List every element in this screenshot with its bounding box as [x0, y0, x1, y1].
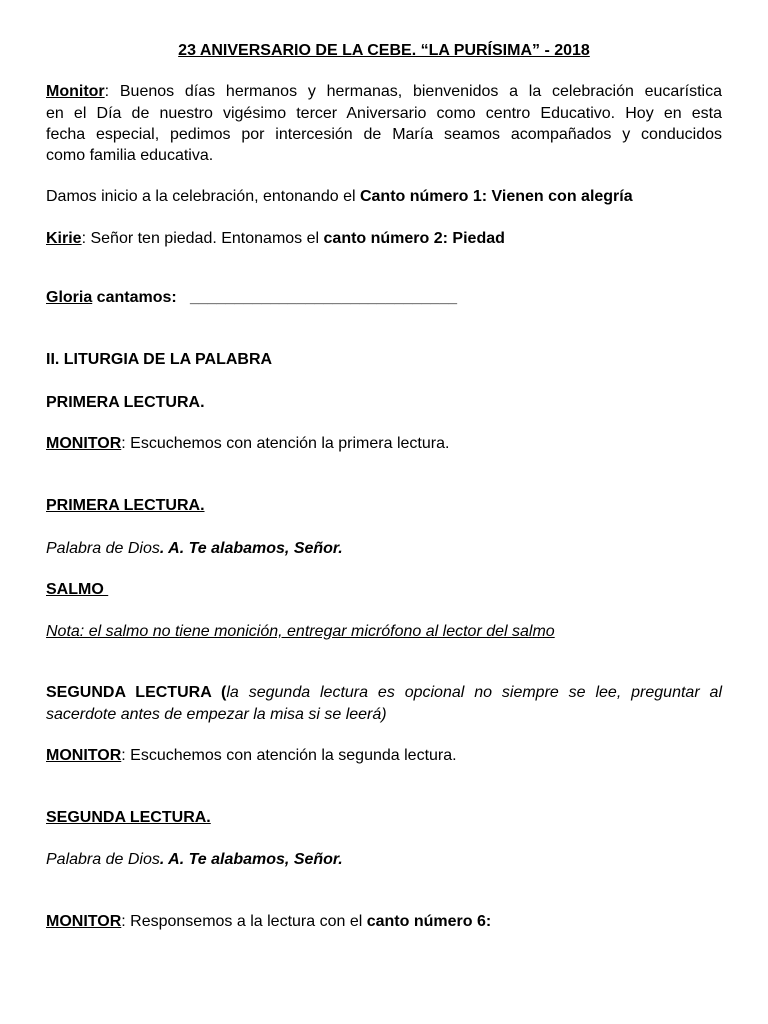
segunda-heading-2: SEGUNDA LECTURA.: [46, 809, 211, 826]
intro-line-2: en el Día de nuestro vigésimo tercer Aniversario como centro Educativo. Hoy en esta: [46, 105, 722, 122]
intro-text-1: : Buenos días hermanos y hermanas, bienvenidos a la celebración eucarística: [104, 83, 722, 100]
segunda-line-2: sacerdote antes de empezar la misa si se leerá): [46, 706, 387, 723]
monitor-2-text: : Escuchemos con atención la segunda lectura.: [121, 747, 457, 764]
intro-line-4: como familia educativa.: [46, 147, 214, 164]
palabra-1-line: [46, 539, 343, 559]
intro-line-1: [46, 82, 722, 102]
segunda-italic-1: la segunda lectura es opcional no siempre se lee, preguntar al: [226, 684, 722, 701]
monitor-2-line: [46, 746, 457, 766]
primera-heading: PRIMERA LECTURA.: [46, 394, 205, 411]
start-text: Damos inicio a la celebración, entonando el: [46, 188, 360, 205]
segunda-line-1: [46, 683, 722, 703]
monitor-1-text: : Escuchemos con atención la primera lectura.: [121, 435, 450, 452]
canto-6: canto número 6:: [366, 913, 492, 930]
start-line: [46, 187, 633, 207]
palabra-2-line: [46, 850, 343, 870]
monitor-3-text: : Responsemos a la lectura con el: [121, 913, 367, 930]
liturgia-heading: II. LITURGIA DE LA PALABRA: [46, 351, 273, 368]
canto-1: Canto número 1: Vienen con alegría: [359, 188, 633, 205]
monitor-1-line: [46, 434, 449, 454]
palabra-1-bold: . A. Te alabamos, Señor.: [159, 540, 343, 557]
document-title: 23 ANIVERSARIO DE LA CEBE. “LA PURÍSIMA” - 2018: [178, 42, 590, 59]
gloria-text: cantamos:: [92, 289, 191, 306]
palabra-2-bold: . A. Te alabamos, Señor.: [159, 851, 343, 868]
kirie-line: [46, 229, 505, 249]
gloria-label: Gloria: [46, 289, 93, 306]
primera-heading-2: PRIMERA LECTURA.: [46, 497, 205, 514]
salmo-nota: Nota: el salmo no tiene monición, entregar micrófono al lector del salmo: [46, 623, 555, 640]
monitor-3-label: MONITOR: [46, 913, 122, 930]
monitor-3-line: [46, 912, 491, 932]
monitor-2-label: MONITOR: [46, 747, 122, 764]
gloria-line: [46, 288, 457, 308]
salmo-heading: SALMO: [46, 581, 109, 598]
monitor-1-label: MONITOR: [46, 435, 122, 452]
canto-2: canto número 2: Piedad: [323, 230, 505, 247]
kirie-text: : Señor ten piedad. Entonamos el: [81, 230, 324, 247]
gloria-blank: ______________________________: [190, 289, 457, 306]
kirie-label: Kirie: [46, 230, 82, 247]
segunda-bold: SEGUNDA LECTURA (: [46, 684, 227, 701]
intro-line-3: fecha especial, pedimos por intercesión de María seamos acompañados y conducidos: [46, 126, 722, 143]
monitor-label: Monitor: [46, 83, 105, 100]
palabra-1-italic: Palabra de Dios: [46, 540, 160, 557]
palabra-2-italic: Palabra de Dios: [46, 851, 160, 868]
